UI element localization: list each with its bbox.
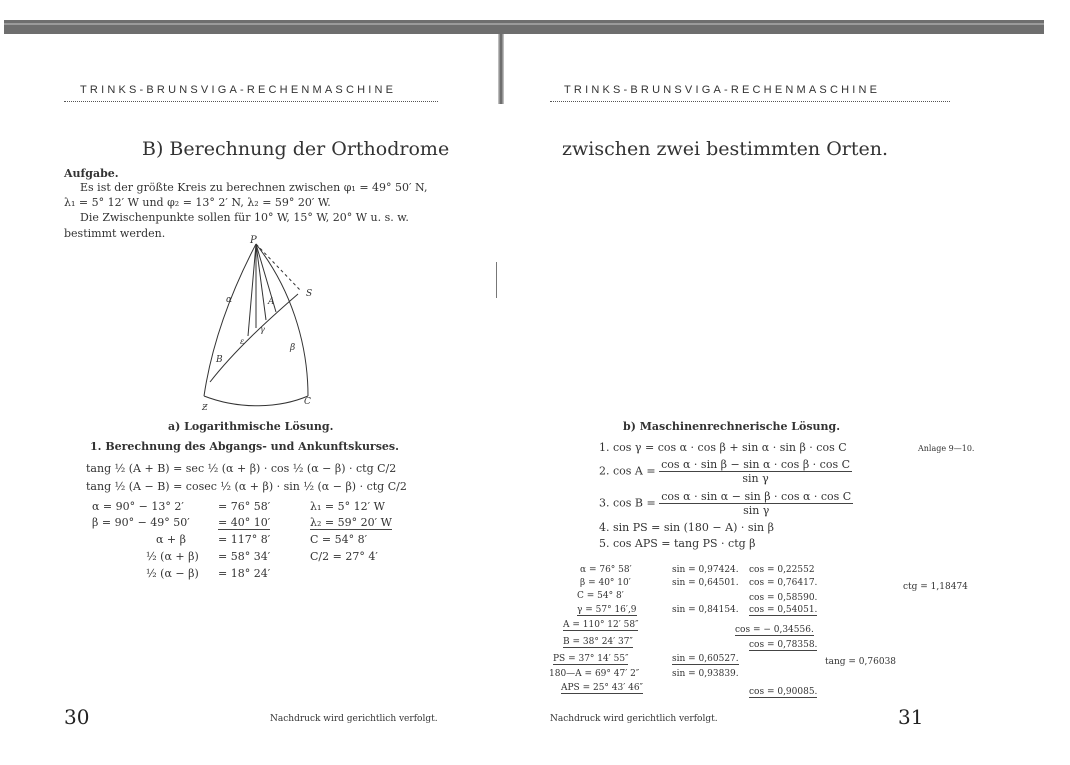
- row-sum-right: C = 54° 8′: [310, 533, 368, 546]
- formula-2: [599, 458, 852, 485]
- left-page: [0, 0, 500, 765]
- row-half-diff-left: ½ (α − β): [146, 567, 199, 580]
- footer-left: Nachdruck wird gerichtlich verfolgt.: [270, 714, 438, 724]
- task-line-1: Es ist der größte Kreis zu berechnen zwischen φ₁ = 49° 50′ N,: [80, 181, 428, 194]
- val-A-name: A = 110° 12′ 58″: [563, 620, 639, 630]
- anlage-note: Anlage 9—10.: [918, 444, 975, 453]
- header-rule-right: [550, 101, 950, 102]
- val-180A-sin: sin = 0,93839.: [672, 669, 739, 679]
- label-s: S: [306, 289, 313, 299]
- val-C-cos: cos = 0,58590.: [749, 593, 818, 603]
- equator-arc: [204, 396, 308, 406]
- label-pole: P: [250, 235, 257, 246]
- formula-3-numerator: cos α · sin α − sin β · cos α · cos C: [661, 490, 852, 503]
- section-a-heading: a) Logarithmische Lösung.: [168, 420, 334, 433]
- val-B-name: B = 38° 24′ 37″: [563, 637, 633, 647]
- row-alpha-left: α = 90° − 13° 2′: [92, 500, 184, 513]
- page-number-right: 31: [898, 705, 924, 729]
- footer-right: Nachdruck wird gerichtlich verfolgt.: [550, 714, 718, 724]
- row-beta-left: β = 90° − 49° 50′: [92, 516, 190, 529]
- equation-1: tang ½ (A + B) = sec ½ (α + β) · cos ½ (α − β) · ctg C/2: [86, 462, 397, 475]
- formula-3-denominator: sin γ: [743, 504, 770, 517]
- label-pole-z: Ƶ: [202, 403, 208, 412]
- val-APS-cos: cos = 0,90085.: [749, 687, 818, 697]
- header-rule-left: [64, 101, 438, 102]
- row-alpha-mid: = 76° 58′: [218, 500, 271, 513]
- formula-2-lhs: 2. cos A =: [599, 464, 656, 478]
- row-sum-mid: = 117° 8′: [218, 533, 271, 546]
- section-b-heading: b) Maschinenrechnerische Lösung.: [623, 420, 841, 433]
- val-beta-cos: cos = 0,76417.: [749, 578, 818, 588]
- label-epsilon: ε: [240, 337, 245, 346]
- label-C: C: [304, 397, 311, 407]
- row-sum-left: α + β: [156, 533, 186, 546]
- row-half-diff-mid: = 18° 24′: [218, 567, 271, 580]
- task-line-4: bestimmt werden.: [64, 227, 166, 240]
- page-title-left: B) Berechnung der Orthodrome: [142, 138, 450, 160]
- label-B: B: [216, 355, 223, 365]
- val-APS-name: APS = 25° 43′ 46″: [561, 683, 643, 693]
- formula-3-fraction: [659, 490, 853, 517]
- formula-3-lhs: 3. cos B =: [599, 496, 656, 510]
- formula-3: [599, 490, 853, 517]
- val-PS-tang: tang = 0,76038: [825, 657, 897, 667]
- row-alpha-right: λ₁ = 5° 12′ W: [310, 500, 385, 513]
- spherical-triangle-diagram: [190, 232, 330, 412]
- section-1-heading: 1. Berechnung des Abgangs- und Ankunftskurses.: [90, 440, 399, 453]
- val-gamma-name: γ = 57° 16′,9: [577, 605, 637, 615]
- formula-2-numerator: cos α · sin β − sin α · cos β · cos C: [661, 458, 851, 471]
- row-half-sum-mid: = 58° 34′: [218, 550, 271, 563]
- val-beta-name: β = 40° 10′: [580, 578, 631, 588]
- great-circle-arc: [210, 294, 298, 382]
- task-line-3: Die Zwischenpunkte sollen für 10° W, 15° W, 20° W u. s. w.: [80, 211, 409, 224]
- aufgabe-heading: Aufgabe.: [64, 167, 119, 180]
- val-C-name: C = 54° 8′: [577, 591, 624, 601]
- row-beta-mid: = 40° 10′: [218, 516, 271, 529]
- formula-5: 5. cos APS = tang PS · ctg β: [599, 537, 756, 550]
- label-gamma: γ: [260, 325, 265, 334]
- right-page: [505, 0, 1070, 765]
- val-alpha-name: α = 76° 58′: [580, 565, 632, 575]
- meridian-left: [204, 244, 256, 396]
- equation-2: tang ½ (A − B) = cosec ½ (α + β) · sin ½ (α − β) · ctg C/2: [86, 480, 407, 493]
- val-180A-name: 180—A = 69° 47′ 2″: [549, 669, 640, 679]
- formula-2-fraction: [659, 458, 852, 485]
- label-beta: β: [290, 343, 296, 353]
- val-PS-sin: sin = 0,60527.: [672, 654, 739, 664]
- val-alpha-cos: cos = 0,22552: [749, 565, 815, 575]
- val-PS-name: PS = 37° 14′ 55″: [553, 654, 629, 664]
- val-gamma-sin: sin = 0,84154.: [672, 605, 739, 615]
- formula-1: 1. cos γ = cos α · cos β + sin α · sin β · cos C: [599, 441, 847, 454]
- label-alpha: α: [226, 295, 233, 305]
- page-number-left: 30: [64, 705, 90, 729]
- val-alpha-sin: sin = 0,97424.: [672, 565, 739, 575]
- row-half-sum-left: ½ (α + β): [146, 550, 199, 563]
- label-A: A: [268, 297, 275, 307]
- val-beta-ctg: ctg = 1,18474: [903, 582, 968, 592]
- row-half-sum-right: C/2 = 27° 4′: [310, 550, 378, 563]
- val-beta-sin: sin = 0,64501.: [672, 578, 739, 588]
- running-header-left: TRINKS-BRUNSVIGA-RECHENMASCHINE: [80, 84, 397, 96]
- val-B-cos: cos = 0,78358.: [749, 640, 818, 650]
- val-gamma-cos: cos = 0,54051.: [749, 605, 818, 615]
- page-title-right: zwischen zwei bestimmten Orten.: [562, 138, 889, 160]
- row-beta-right: λ₂ = 59° 20′ W: [310, 516, 392, 529]
- meridian-right: [256, 244, 308, 396]
- formula-4: 4. sin PS = sin (180 − A) · sin β: [599, 521, 774, 534]
- val-A-cos: cos = − 0,34556.: [735, 625, 814, 635]
- formula-2-denominator: sin γ: [742, 472, 769, 485]
- running-header-right: TRINKS-BRUNSVIGA-RECHENMASCHINE: [564, 84, 881, 96]
- task-line-2: λ₁ = 5° 12′ W und φ₂ = 13° 2′ N, λ₂ = 59° 20′ W.: [64, 196, 331, 209]
